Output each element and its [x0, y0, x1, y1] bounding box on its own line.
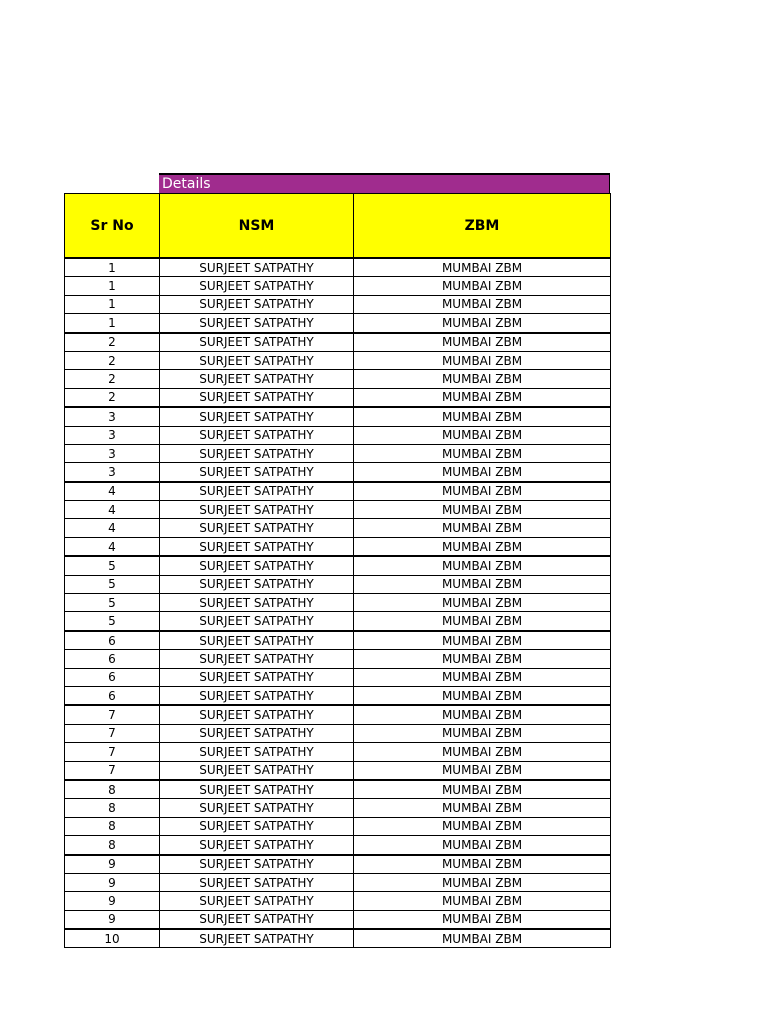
zbm-cell[interactable]: MUMBAI ZBM: [354, 537, 611, 556]
zbm-cell[interactable]: MUMBAI ZBM: [354, 388, 611, 407]
sr-no-cell[interactable]: 9: [65, 910, 160, 929]
sr-no-cell[interactable]: 7: [65, 743, 160, 761]
zbm-cell[interactable]: MUMBAI ZBM: [354, 594, 611, 612]
zbm-cell[interactable]: MUMBAI ZBM: [354, 780, 611, 799]
sr-no-cell[interactable]: 4: [65, 501, 160, 519]
table-row: [65, 463, 611, 482]
nsm-cell[interactable]: SURJEET SATPATHY: [160, 910, 354, 929]
nsm-cell[interactable]: SURJEET SATPATHY: [160, 407, 354, 426]
table-row: [65, 575, 611, 593]
nsm-cell[interactable]: SURJEET SATPATHY: [160, 519, 354, 537]
zbm-cell[interactable]: MUMBAI ZBM: [354, 407, 611, 426]
zbm-cell[interactable]: MUMBAI ZBM: [354, 370, 611, 388]
sr-no-cell[interactable]: 9: [65, 855, 160, 874]
zbm-cell[interactable]: MUMBAI ZBM: [354, 501, 611, 519]
sr-no-cell[interactable]: 6: [65, 650, 160, 668]
table-row: [65, 705, 611, 724]
zbm-cell[interactable]: MUMBAI ZBM: [354, 705, 611, 724]
details-section-title: Details: [159, 173, 610, 193]
zbm-cell[interactable]: MUMBAI ZBM: [354, 836, 611, 855]
column-header-sr-no[interactable]: Sr No: [65, 194, 160, 259]
sr-no-cell[interactable]: 9: [65, 892, 160, 910]
sr-no-cell[interactable]: 2: [65, 351, 160, 369]
table-row: [65, 761, 611, 780]
sr-no-cell[interactable]: 2: [65, 388, 160, 407]
sr-no-cell[interactable]: 8: [65, 780, 160, 799]
table-row: [65, 258, 611, 277]
nsm-cell[interactable]: SURJEET SATPATHY: [160, 277, 354, 295]
nsm-cell[interactable]: SURJEET SATPATHY: [160, 929, 354, 948]
nsm-cell[interactable]: SURJEET SATPATHY: [160, 855, 354, 874]
table-row: [65, 799, 611, 817]
table-row: [65, 333, 611, 352]
table-row: [65, 556, 611, 575]
table-body: [65, 258, 611, 948]
nsm-cell[interactable]: SURJEET SATPATHY: [160, 836, 354, 855]
table-row: [65, 370, 611, 388]
zbm-cell[interactable]: MUMBAI ZBM: [354, 799, 611, 817]
zbm-cell[interactable]: MUMBAI ZBM: [354, 743, 611, 761]
sr-no-cell[interactable]: 1: [65, 277, 160, 295]
nsm-cell[interactable]: SURJEET SATPATHY: [160, 482, 354, 501]
nsm-cell[interactable]: SURJEET SATPATHY: [160, 686, 354, 705]
zbm-cell[interactable]: MUMBAI ZBM: [354, 855, 611, 874]
column-header-nsm[interactable]: NSM: [160, 194, 354, 259]
sr-no-cell[interactable]: 8: [65, 817, 160, 835]
table-row: [65, 295, 611, 313]
table-row: [65, 594, 611, 612]
zbm-cell[interactable]: MUMBAI ZBM: [354, 295, 611, 313]
table-row: [65, 426, 611, 444]
sr-no-cell[interactable]: 8: [65, 836, 160, 855]
sr-no-cell[interactable]: 5: [65, 612, 160, 631]
sr-no-cell[interactable]: 6: [65, 668, 160, 686]
nsm-cell[interactable]: SURJEET SATPATHY: [160, 650, 354, 668]
table-row: [65, 910, 611, 929]
table-row: [65, 780, 611, 799]
zbm-cell[interactable]: MUMBAI ZBM: [354, 482, 611, 501]
table-row: [65, 388, 611, 407]
table-row: [65, 817, 611, 835]
nsm-cell[interactable]: SURJEET SATPATHY: [160, 444, 354, 462]
zbm-cell[interactable]: MUMBAI ZBM: [354, 556, 611, 575]
nsm-cell[interactable]: SURJEET SATPATHY: [160, 705, 354, 724]
zbm-cell[interactable]: MUMBAI ZBM: [354, 817, 611, 835]
zbm-cell[interactable]: MUMBAI ZBM: [354, 463, 611, 482]
nsm-cell[interactable]: SURJEET SATPATHY: [160, 258, 354, 277]
table-row: [65, 724, 611, 742]
sr-no-cell[interactable]: 5: [65, 594, 160, 612]
sr-no-cell[interactable]: 6: [65, 686, 160, 705]
table-row: [65, 743, 611, 761]
sr-no-cell[interactable]: 2: [65, 370, 160, 388]
nsm-cell[interactable]: SURJEET SATPATHY: [160, 370, 354, 388]
table-row: [65, 873, 611, 891]
zbm-cell[interactable]: MUMBAI ZBM: [354, 258, 611, 277]
nsm-cell[interactable]: SURJEET SATPATHY: [160, 501, 354, 519]
zbm-cell[interactable]: MUMBAI ZBM: [354, 351, 611, 369]
table-row: [65, 892, 611, 910]
nsm-cell[interactable]: SURJEET SATPATHY: [160, 295, 354, 313]
zbm-cell[interactable]: MUMBAI ZBM: [354, 761, 611, 780]
table-row: [65, 836, 611, 855]
sr-no-cell[interactable]: 3: [65, 444, 160, 462]
zbm-cell[interactable]: MUMBAI ZBM: [354, 277, 611, 295]
nsm-cell[interactable]: SURJEET SATPATHY: [160, 799, 354, 817]
zbm-cell[interactable]: MUMBAI ZBM: [354, 314, 611, 333]
nsm-cell[interactable]: SURJEET SATPATHY: [160, 668, 354, 686]
nsm-cell[interactable]: SURJEET SATPATHY: [160, 333, 354, 352]
sr-no-cell[interactable]: 4: [65, 519, 160, 537]
sr-no-cell[interactable]: 3: [65, 426, 160, 444]
sr-no-cell[interactable]: 6: [65, 631, 160, 650]
table-header-row: [65, 194, 611, 259]
zbm-cell[interactable]: MUMBAI ZBM: [354, 575, 611, 593]
nsm-cell[interactable]: SURJEET SATPATHY: [160, 780, 354, 799]
zbm-cell[interactable]: MUMBAI ZBM: [354, 519, 611, 537]
zbm-cell[interactable]: MUMBAI ZBM: [354, 650, 611, 668]
sr-no-cell[interactable]: 3: [65, 463, 160, 482]
nsm-cell[interactable]: SURJEET SATPATHY: [160, 873, 354, 891]
sr-no-cell[interactable]: 7: [65, 724, 160, 742]
zbm-cell[interactable]: MUMBAI ZBM: [354, 444, 611, 462]
nsm-cell[interactable]: SURJEET SATPATHY: [160, 575, 354, 593]
nsm-cell[interactable]: SURJEET SATPATHY: [160, 724, 354, 742]
table-row: [65, 482, 611, 501]
table-row: [65, 277, 611, 295]
nsm-cell[interactable]: SURJEET SATPATHY: [160, 426, 354, 444]
nsm-cell[interactable]: SURJEET SATPATHY: [160, 463, 354, 482]
table-row: [65, 650, 611, 668]
zbm-cell[interactable]: MUMBAI ZBM: [354, 892, 611, 910]
details-table: [64, 193, 611, 948]
sr-no-cell[interactable]: 7: [65, 705, 160, 724]
table-row: [65, 686, 611, 705]
sr-no-cell[interactable]: 2: [65, 333, 160, 352]
zbm-cell[interactable]: MUMBAI ZBM: [354, 333, 611, 352]
sr-no-cell[interactable]: 10: [65, 929, 160, 948]
table-row: [65, 537, 611, 556]
zbm-cell[interactable]: MUMBAI ZBM: [354, 631, 611, 650]
nsm-cell[interactable]: SURJEET SATPATHY: [160, 594, 354, 612]
nsm-cell[interactable]: SURJEET SATPATHY: [160, 388, 354, 407]
table-row: [65, 444, 611, 462]
sr-no-cell[interactable]: 3: [65, 407, 160, 426]
zbm-cell[interactable]: MUMBAI ZBM: [354, 873, 611, 891]
table-row: [65, 631, 611, 650]
zbm-cell[interactable]: MUMBAI ZBM: [354, 426, 611, 444]
spreadsheet: [64, 173, 610, 948]
sr-no-cell[interactable]: 4: [65, 482, 160, 501]
sr-no-cell[interactable]: 4: [65, 537, 160, 556]
nsm-cell[interactable]: SURJEET SATPATHY: [160, 556, 354, 575]
nsm-cell[interactable]: SURJEET SATPATHY: [160, 817, 354, 835]
sr-no-cell[interactable]: 1: [65, 314, 160, 333]
nsm-cell[interactable]: SURJEET SATPATHY: [160, 761, 354, 780]
table-row: [65, 351, 611, 369]
table-row: [65, 519, 611, 537]
sr-no-cell[interactable]: 7: [65, 761, 160, 780]
table-row: [65, 929, 611, 948]
sr-no-cell[interactable]: 1: [65, 295, 160, 313]
nsm-cell[interactable]: SURJEET SATPATHY: [160, 314, 354, 333]
zbm-cell[interactable]: MUMBAI ZBM: [354, 724, 611, 742]
table-row: [65, 855, 611, 874]
table-row: [65, 668, 611, 686]
nsm-cell[interactable]: SURJEET SATPATHY: [160, 537, 354, 556]
nsm-cell[interactable]: SURJEET SATPATHY: [160, 351, 354, 369]
nsm-cell[interactable]: SURJEET SATPATHY: [160, 743, 354, 761]
zbm-cell[interactable]: MUMBAI ZBM: [354, 668, 611, 686]
column-header-zbm[interactable]: ZBM: [354, 194, 611, 259]
zbm-cell[interactable]: MUMBAI ZBM: [354, 910, 611, 929]
sr-no-cell[interactable]: 9: [65, 873, 160, 891]
table-row: [65, 612, 611, 631]
sr-no-cell[interactable]: 5: [65, 575, 160, 593]
nsm-cell[interactable]: SURJEET SATPATHY: [160, 612, 354, 631]
table-row: [65, 407, 611, 426]
zbm-cell[interactable]: MUMBAI ZBM: [354, 612, 611, 631]
nsm-cell[interactable]: SURJEET SATPATHY: [160, 892, 354, 910]
table-row: [65, 501, 611, 519]
sr-no-cell[interactable]: 1: [65, 258, 160, 277]
nsm-cell[interactable]: SURJEET SATPATHY: [160, 631, 354, 650]
zbm-cell[interactable]: MUMBAI ZBM: [354, 686, 611, 705]
sr-no-cell[interactable]: 8: [65, 799, 160, 817]
sr-no-cell[interactable]: 5: [65, 556, 160, 575]
zbm-cell[interactable]: MUMBAI ZBM: [354, 929, 611, 948]
table-row: [65, 314, 611, 333]
